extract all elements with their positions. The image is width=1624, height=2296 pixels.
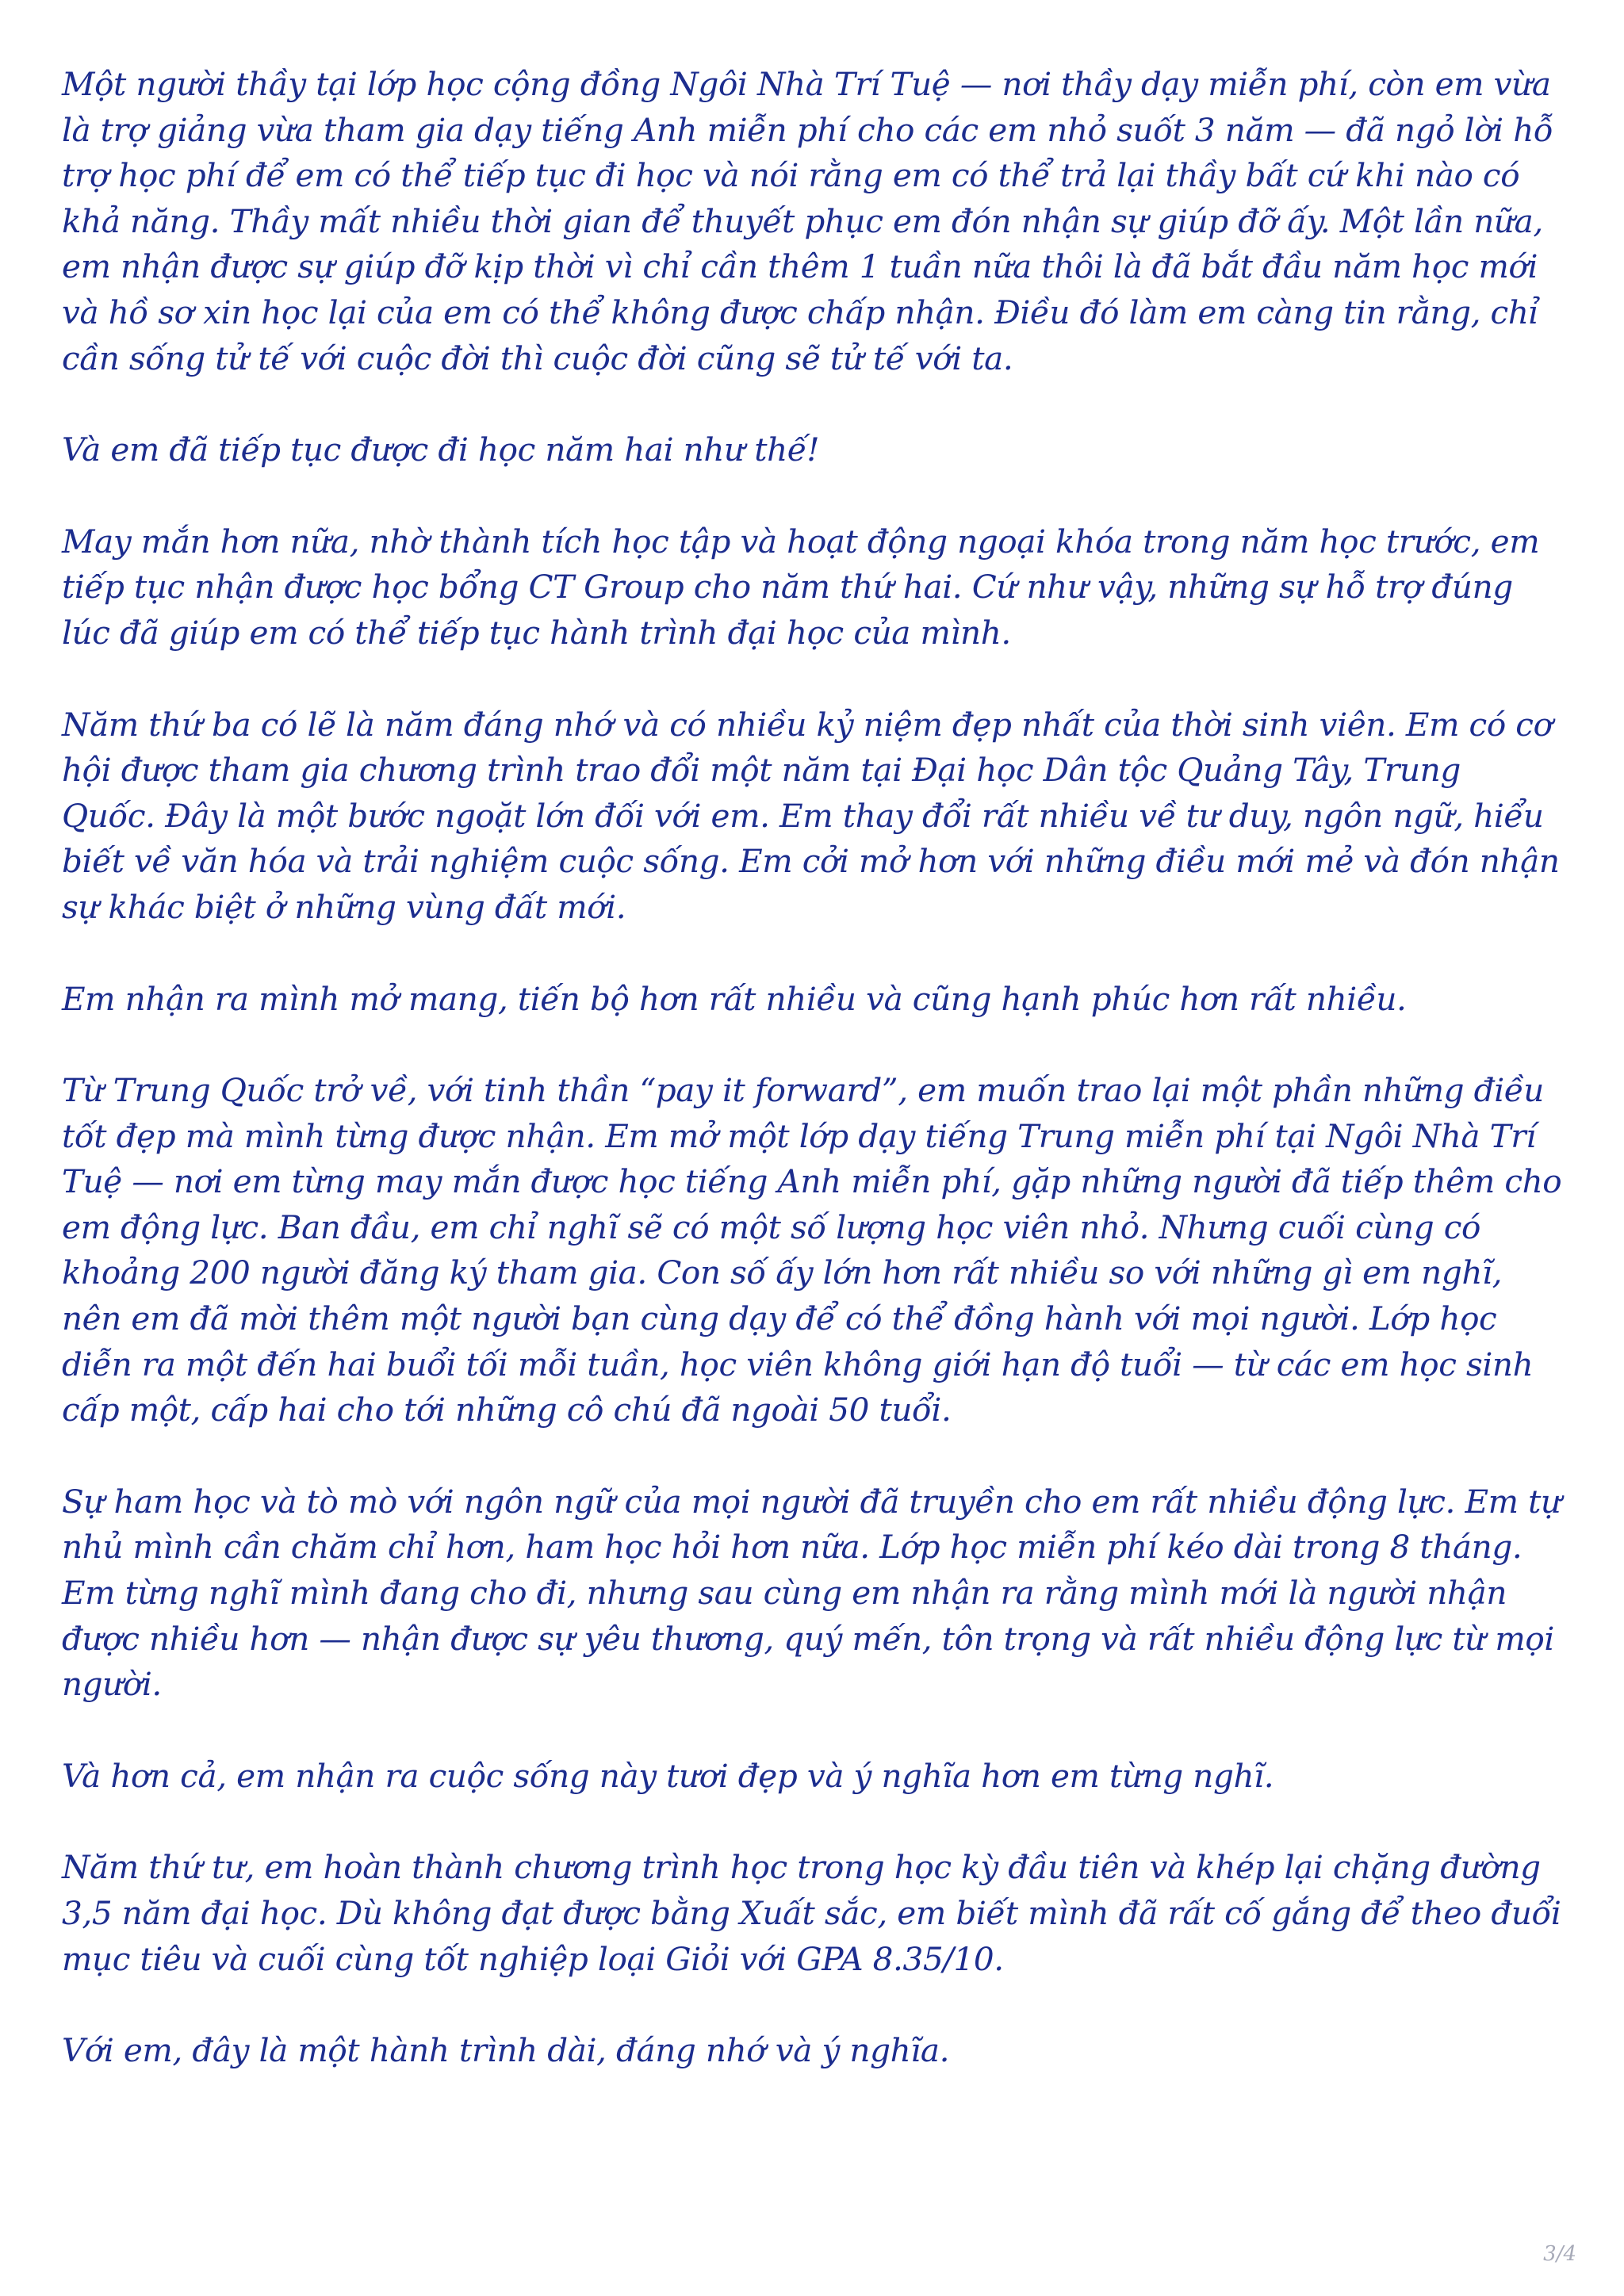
paragraph-pay-it-forward: Từ Trung Quốc trở về, với tinh thần “pay it forward”, em muốn trao lại một phần những điều tốt đẹp mà mình từng được nhận. Em mở một lớp dạy tiếng Trung miễn phí tại Ngôi Nhà Trí Tuệ — nơi em từng may mắn được học tiếng Anh miễn phí, gặp những người đã tiếp thêm cho em động lực. Ban đầu, em chỉ nghĩ sẽ có một số lượng học viên nhỏ. Nhưng cuối cùng có khoảng 200 người đăng ký tham gia. Con số ấy lớn hơn rất nhiều so với những gì em nghĩ, nên em đã mời thêm một người bạn cùng dạy để có thể đồng hành với mọi người. Lớp học diễn ra một đến hai buổi tối mỗi tuần, học viên không giới hạn độ tuổi — từ các em học sinh cấp một, cấp hai cho tới những cô chú đã ngoài 50 tuổi.: [62, 1071, 1562, 1429]
page-number: 3/4: [1543, 2242, 1576, 2266]
paragraph-growth: Em nhận ra mình mở mang, tiến bộ hơn rất nhiều và cũng hạnh phúc hơn rất nhiều.: [62, 979, 1407, 1018]
paragraph-graduation: Năm thứ tư, em hoàn thành chương trình học trong học kỳ đầu tiên và khép lại chặng đường 3,5 năm đại học. Dù không đạt được bằng Xuất sắc, em biết mình đã rất cố gắng để theo đuổi mục tiêu và cuối cùng tốt nghiệp loại Giỏi với GPA 8.35/10.: [62, 1848, 1561, 1978]
paragraph-life-meaning: Và hơn cả, em nhận ra cuộc sống này tươi đẹp và ý nghĩa hơn em từng nghĩ.: [62, 1756, 1274, 1795]
paragraph-third-year-exchange: Năm thứ ba có lẽ là năm đáng nhớ và có nhiều kỷ niệm đẹp nhất của thời sinh viên. Em có cơ hội được tham gia chương trình trao đổi một năm tại Đại học Dân tộc Quảng Tây, Trung Quốc. Đây là một bước ngoặt lớn đối với em. Em thay đổi rất nhiều về tư duy, ngôn ngữ, hiểu biết về văn hóa và trải nghiệm cuộc sống. Em cởi mở hơn với những điều mới mẻ và đón nhận sự khác biệt ở những vùng đất mới.: [62, 705, 1560, 926]
document-body: [62, 62, 1562, 2120]
paragraph-scholarship: May mắn hơn nữa, nhờ thành tích học tập và hoạt động ngoại khóa trong năm học trước, em tiếp tục nhận được học bổng CT Group cho năm thứ hai. Cứ như vậy, những sự hỗ trợ đúng lúc đã giúp em có thể tiếp tục hành trình đại học của mình.: [62, 522, 1540, 652]
paragraph-motivation: Sự ham học và tò mò với ngôn ngữ của mọi người đã truyền cho em rất nhiều động lực. Em tự nhủ mình cần chăm chỉ hơn, ham học hỏi hơn nữa. Lớp học miễn phí kéo dài trong 8 tháng. Em từng nghĩ mình đang cho đi, nhưng sau cùng em nhận ra rằng mình mới là người nhận được nhiều hơn — nhận được sự yêu thương, quý mến, tôn trọng và rất nhiều động lực từ mọi người.: [62, 1482, 1561, 1704]
paragraph-second-year: Và em đã tiếp tục được đi học năm hai như thế!: [62, 430, 820, 469]
paragraph-teacher-support: Một người thầy tại lớp học cộng đồng Ngôi Nhà Trí Tuệ — nơi thầy dạy miễn phí, còn em vừa là trợ giảng vừa tham gia dạy tiếng Anh miễn phí cho các em nhỏ suốt 3 năm — đã ngỏ lời hỗ trợ học phí để em có thể tiếp tục đi học và nói rằng em có thể trả lại thầy bất cứ khi nào có khả năng. Thầy mất nhiều thời gian để thuyết phục em đón nhận sự giúp đỡ ấy. Một lần nữa, em nhận được sự giúp đỡ kịp thời vì chỉ cần thêm 1 tuần nữa thôi là đã bắt đầu năm học mới và hồ sơ xin học lại của em có thể không được chấp nhận. Điều đó làm em càng tin rằng, chỉ cần sống tử tế với cuộc đời thì cuộc đời cũng sẽ tử tế với ta.: [62, 65, 1553, 377]
paragraph-journey: Với em, đây là một hành trình dài, đáng nhớ và ý nghĩa.: [62, 2031, 950, 2070]
